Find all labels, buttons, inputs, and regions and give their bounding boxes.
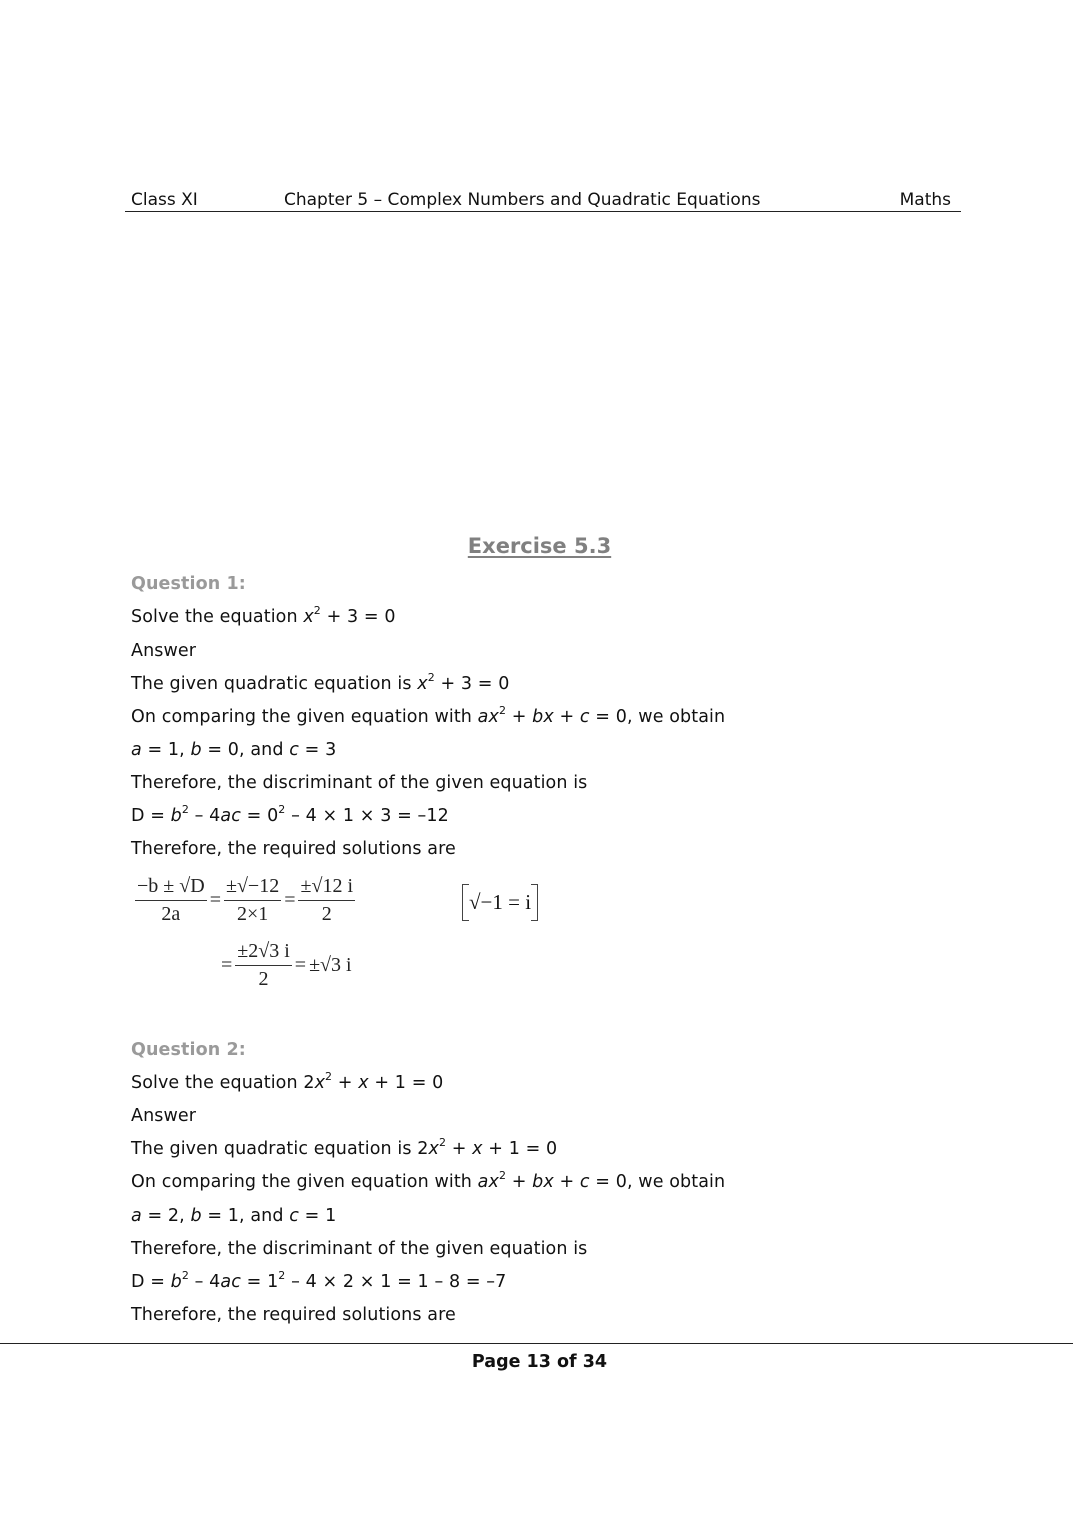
question-2-label: Question 2: — [131, 1040, 246, 1060]
question-2-coefficients: a = 2, b = 1, and c = 1 — [131, 1206, 337, 1226]
question-2-given: The given quadratic equation is $2x^2 + x + 1 = 0$ — [131, 1136, 558, 1159]
page-header — [125, 189, 961, 212]
question-1-solution-row-1: $\frac{-b \pm √D}{2a}$ = $\frac{\pm√-12}{2\times 1}$ = $\frac{\pm√12 i}{2}$ — [137, 875, 353, 925]
question-1-label: Question 1: — [131, 574, 246, 594]
question-1-compare: On comparing the given equation with $ax^2$ + bx + c = 0, we obtain — [131, 704, 726, 727]
question-2-discriminant-intro: Therefore, the discriminant of the given equation is — [131, 1239, 588, 1259]
question-1-solution-row-2: = $\frac{\pm 2√3 i}{2}$ = ±√3 i — [221, 940, 352, 990]
question-2-compare: On comparing the given equation with $ax^2$ + bx + c = 0, we obtain — [131, 1169, 726, 1192]
question-1-discriminant-intro: Therefore, the discriminant of the given equation is — [131, 773, 588, 793]
header-chapter: Chapter 5 – Complex Numbers and Quadratic Equations — [284, 190, 761, 210]
question-1-answer-label: Answer — [131, 641, 197, 661]
question-2-discriminant-calc: $D = b^2 - 4ac = 1^2 - 4 \times 2 \times 1 = 1 - 8 = -7$ — [131, 1269, 507, 1292]
question-2-prompt: Solve the equation $2x^2 + x + 1 = 0$ — [131, 1070, 444, 1093]
question-1-discriminant-calc: $D = b^2 - 4ac = 0^2 - 4 \times 1 \times 3 = -12$ — [131, 803, 449, 826]
page-number: Page 13 of 34 — [471, 1352, 608, 1372]
exercise-title: Exercise 5.3 — [467, 534, 612, 558]
question-2-solutions-intro: Therefore, the required solutions are — [131, 1305, 456, 1325]
question-1-prompt: Solve the equation $x^2 + 3 = 0$ — [131, 604, 396, 627]
question-1-solutions-intro: Therefore, the required solutions are — [131, 839, 456, 859]
footer-divider — [0, 1343, 1073, 1344]
header-subject: Maths — [899, 190, 951, 210]
header-class: Class XI — [131, 190, 198, 210]
question-1-given: The given quadratic equation is $x^2 + 3 = 0$ — [131, 671, 510, 694]
identity-note: √−1 = i — [462, 884, 538, 921]
question-1-coefficients: a = 1, b = 0, and c = 3 — [131, 740, 337, 760]
question-2-answer-label: Answer — [131, 1106, 197, 1126]
